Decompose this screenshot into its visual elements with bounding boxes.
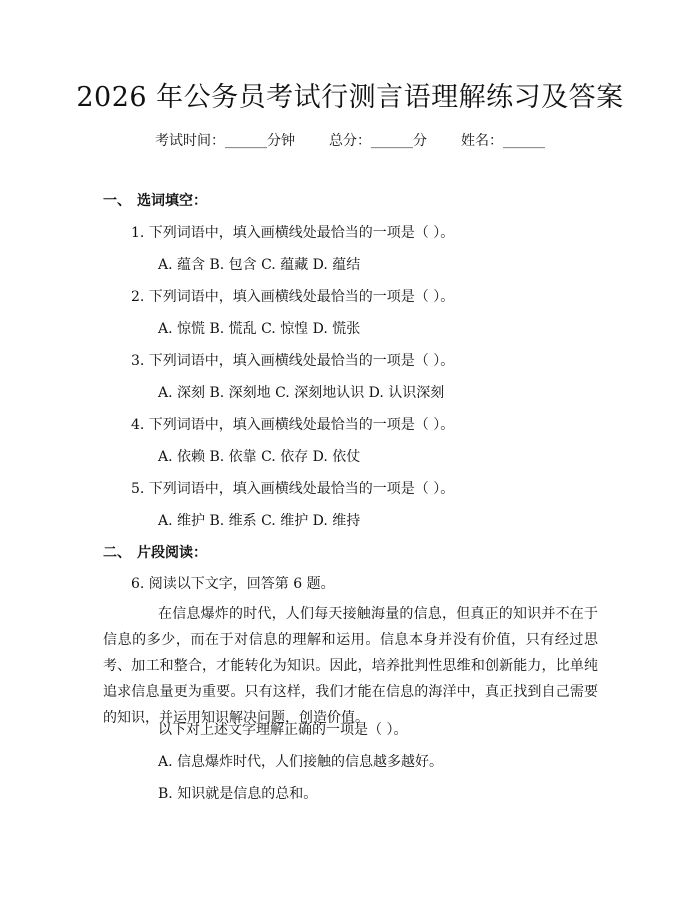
section-number: 一、 bbox=[103, 193, 131, 209]
reading-option-b: B. 知识就是信息的总和。 bbox=[158, 786, 318, 802]
question-4-options: A. 依赖 B. 依靠 C. 依存 D. 依仗 bbox=[158, 449, 361, 465]
reading-passage: 在信息爆炸的时代，人们每天接触海量的信息，但真正的知识并不在于信息的多少，而在于对信息的理解和运用。信息本身并没有价值，只有经过思考、加工和整合，才能转化为知识。因此，培养批判性思维和创新能力，比单纯追求信息量更为重要。只有这样，我们才能在信息的海洋中，真正找到自己需要的知识，并运用知识解决问题，创造价值。 bbox=[103, 606, 598, 726]
exam-time-field: 考试时间：______分钟 bbox=[155, 133, 295, 149]
question-2-options: A. 惊慌 B. 慌乱 C. 惊惶 D. 慌张 bbox=[158, 321, 361, 337]
section-label: 选词填空： bbox=[137, 193, 207, 209]
question-1-stem: 1. 下列词语中，填入画横线处最恰当的一项是（ ）。 bbox=[131, 225, 455, 241]
exam-info-line bbox=[0, 131, 700, 151]
section-heading-2 bbox=[103, 543, 207, 563]
name-field: 姓名：______ bbox=[461, 133, 545, 149]
reading-question-stem: 以下对上述文字理解正确的一项是（ ）。 bbox=[158, 722, 408, 738]
total-score-field: 总分：______分 bbox=[329, 133, 427, 149]
section-label: 片段阅读： bbox=[137, 545, 207, 561]
page-title: 2026 年公务员考试行测言语理解练习及答案 bbox=[76, 82, 624, 113]
section-number: 二、 bbox=[103, 545, 131, 561]
question-1-options: A. 蕴含 B. 包含 C. 蕴藏 D. 蕴结 bbox=[158, 257, 361, 273]
question-5-stem: 5. 下列词语中，填入画横线处最恰当的一项是（ ）。 bbox=[131, 481, 455, 497]
question-3-options: A. 深刻 B. 深刻地 C. 深刻地认识 D. 认识深刻 bbox=[158, 385, 445, 401]
question-4-stem: 4. 下列词语中，填入画横线处最恰当的一项是（ ）。 bbox=[131, 417, 455, 433]
question-5-options: A. 维护 B. 维系 C. 维护 D. 维持 bbox=[158, 513, 361, 529]
reading-option-a: A. 信息爆炸时代，人们接触的信息越多越好。 bbox=[158, 754, 444, 770]
section-heading-1 bbox=[103, 191, 207, 211]
reading-intro: 6. 阅读以下文字，回答第 6 题。 bbox=[131, 576, 335, 592]
question-3-stem: 3. 下列词语中，填入画横线处最恰当的一项是（ ）。 bbox=[131, 353, 455, 369]
question-2-stem: 2. 下列词语中，填入画横线处最恰当的一项是（ ）。 bbox=[131, 289, 455, 305]
